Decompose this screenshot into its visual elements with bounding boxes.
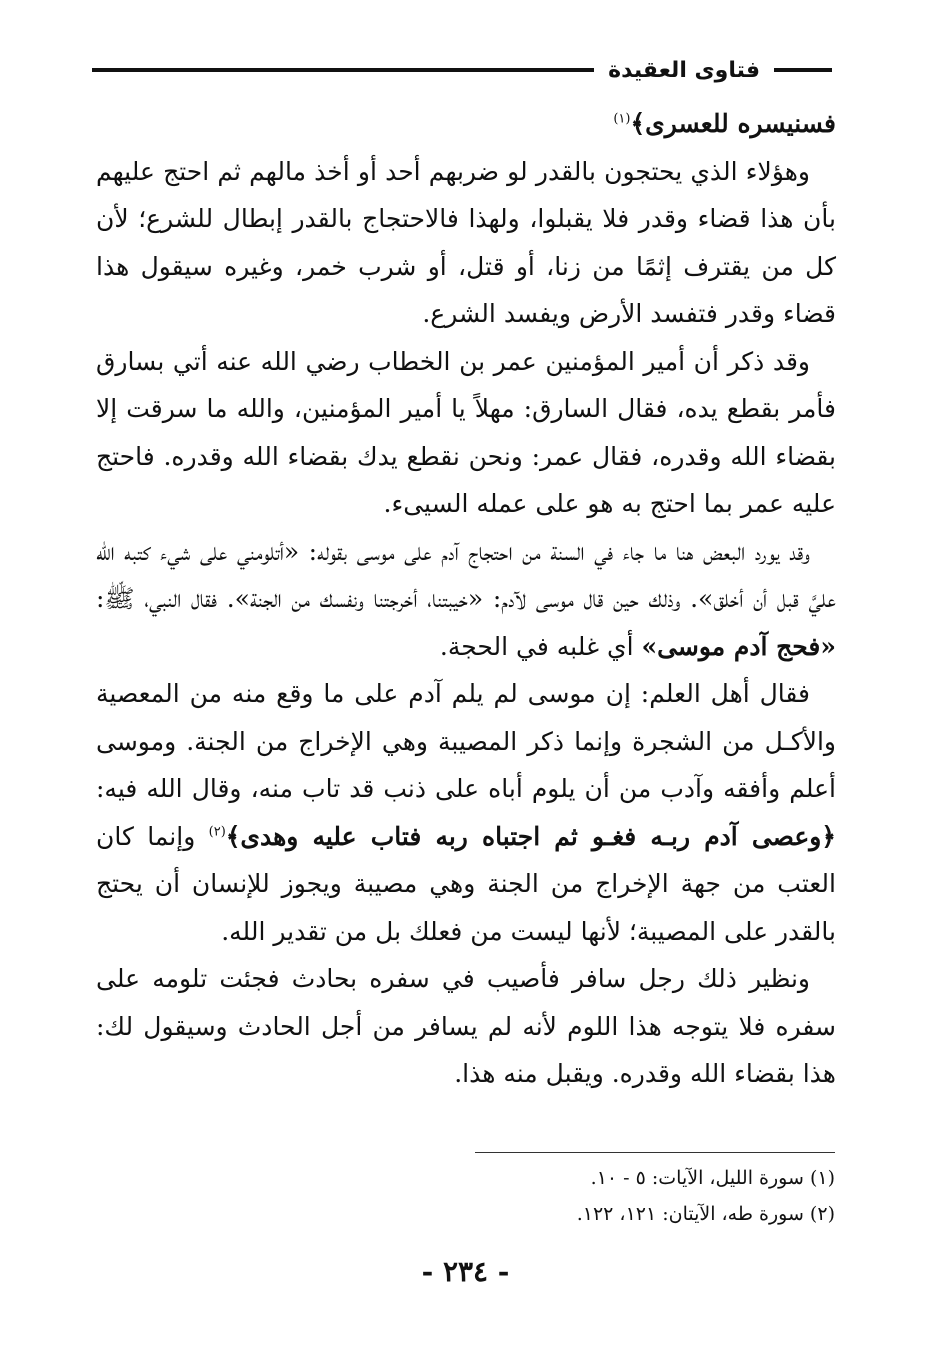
paragraph-text: وإنما كان العتب من جهة الإخراج من الجنة وهي مصيبة ويجوز للإنسان أن يحتج بالقدر على المصيبة؛ لأنها ليست من فعلك بل من تقدير الله. bbox=[96, 821, 836, 946]
footnote-2: (٢) سورة طه، الآيتان: ١٢١، ١٢٢. bbox=[576, 1203, 835, 1225]
paragraph bbox=[96, 100, 836, 148]
body-text bbox=[96, 100, 836, 1098]
running-header bbox=[92, 50, 832, 90]
header-title: فتاوى العقيدة bbox=[608, 57, 760, 83]
header-rule-short bbox=[774, 68, 832, 72]
paragraph bbox=[96, 148, 836, 338]
header-rule-long bbox=[92, 68, 594, 72]
paragraph bbox=[96, 670, 836, 955]
page-number: - ٢٣٤ - bbox=[421, 1255, 510, 1288]
footnote-1: (١) سورة الليل، الآيات: ٥ - ١٠. bbox=[590, 1167, 835, 1189]
quoted-text: فسنيسره للعسرى﴾ bbox=[630, 109, 836, 138]
paragraph bbox=[96, 338, 836, 528]
paragraph-text: وقد يورد البعض هنا ما جاء في السنة من احتجاج آدم على موسى بقوله: «أتلومني على شيء كتبه الله عليَّ قبل أن أخلق». وذلك حين قال موسى لآدم: «خيبتنا، أخرجتنا ونفسك من الجنة». فقال النبي، ﷺ: bbox=[96, 536, 836, 613]
paragraph bbox=[96, 955, 836, 1098]
footnote-marker: (١) bbox=[613, 111, 631, 127]
paragraph-text: ونظير ذلك رجل سافر فأصيب في سفره بحادث فجئت تلومه على سفره فلا يتوجه هذا اللوم لأنه لم يسافر من أجل الحادث وسيقول لك: هذا بقضاء الله وقدره. ويقبل منه هذا. bbox=[96, 964, 836, 1088]
paragraph bbox=[96, 528, 836, 671]
paragraph-text: أي غلبه في الحجة. bbox=[439, 631, 642, 661]
footnotes bbox=[95, 1160, 835, 1232]
paragraph-text: وهؤلاء الذي يحتجون بالقدر لو ضربهم أحد أو أخذ مالهم ثم احتج عليهم بأن هذا قضاء وقدر فلا يقبلوا، ولهذا فالاحتجاج بالقدر إبطال للشرع؛ لأن كل من يقترف إثمًا من زنا، أو قتل، أو شرب خمر، وغيره سيقول هذا قضاء وقدر فتفسد الأرض ويفسد الشرع. bbox=[96, 156, 836, 328]
footnote-divider bbox=[475, 1152, 835, 1153]
quoted-text: ﴿وعصى آدم ربـه فغـو ثم اجتباه ربه فتاب عليه وهدى﴾ bbox=[225, 821, 837, 851]
quoted-text: «فحج آدم موسى» bbox=[641, 631, 836, 661]
paragraph-text: وقد ذكر أن أمير المؤمنين عمر بن الخطاب رضي الله عنه أتي بسارق فأمر بقطع يده، فقال السارق: مهلاً يا أمير المؤمنين، والله ما سرقت إلا بقضاء الله وقدره، فقال عمر: ونحن نقطع يدك بقضاء الله وقدره. فاحتج عليه عمر بما احتج به هو على عمله السيىء. bbox=[96, 346, 836, 518]
footnote-marker: (٢) bbox=[208, 824, 226, 840]
paragraph-text: فقال أهل العلم: إن موسى لم يلم آدم على ما وقع منه من المعصية والأكـل من الشجرة وإنما ذكر المصيبة وهي الإخراج من الجنة. وموسى أعلم وأفقه وآدب من أن يلوم أباه على ذنب قد تاب منه، وقال الله فيه: bbox=[96, 679, 836, 803]
